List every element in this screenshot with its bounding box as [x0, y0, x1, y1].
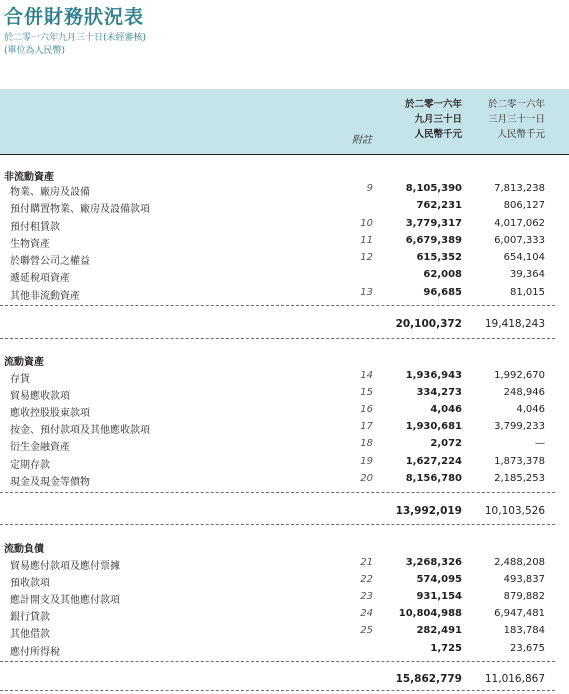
- section-title-current-liabilities: 流動負債: [4, 544, 44, 555]
- section-title-non-current-assets: 非流動資產: [4, 172, 54, 183]
- table-row: 預付購置物業、廠房及設備款項 762,231 806,127: [10, 200, 545, 215]
- unit-note: (單位為人民幣): [4, 46, 66, 56]
- table-row: 物業、廠房及設備 9 8,105,390 7,813,238: [10, 183, 545, 198]
- row-divider: [0, 524, 555, 525]
- table-row: 遞延稅項資產 62,008 39,364: [10, 269, 545, 284]
- row-divider: [0, 492, 555, 493]
- subtotal-row: 15,862,779 11,016,867: [395, 673, 545, 685]
- statement-date: 於二零一六年九月三十日(未經審核): [4, 33, 147, 43]
- row-divider: [0, 690, 555, 691]
- table-row: 生物資產 11 6,679,389 6,007,333: [10, 235, 545, 250]
- table-row: 應付所得稅 1,725 23,675: [10, 643, 545, 658]
- column-header-band: [0, 89, 569, 154]
- current-period-header: 於二零一六年 九月三十日 人民幣千元: [404, 99, 462, 140]
- subtotal-row: 20,100,372 19,418,243: [395, 318, 545, 330]
- table-row: 其他非流動資產 13 96,685 81,015: [10, 287, 545, 302]
- table-row: 衍生金融資產 18 2,072 —: [10, 438, 545, 453]
- table-row: 定期存款 19 1,627,224 1,873,378: [10, 456, 545, 471]
- table-row: 貿易應付款項及應付票據 21 3,268,326 2,488,208: [10, 557, 545, 572]
- subtotal-row: 13,992,019 10,103,526: [395, 505, 545, 517]
- table-row: 銀行貸款 24 10,804,988 6,947,481: [10, 608, 545, 623]
- row-divider: [0, 661, 555, 662]
- table-row: 其他借款 25 282,491 183,784: [10, 625, 545, 640]
- header-rule: [0, 154, 569, 155]
- table-row: 預付租賃款 10 3,779,317 4,017,062: [10, 218, 545, 233]
- table-row: 貿易應收款項 15 334,273 248,946: [10, 387, 545, 402]
- section-title-current-assets: 流動資產: [4, 357, 44, 368]
- table-row: 存貨 14 1,936,943 1,992,670: [10, 370, 545, 385]
- row-divider: [0, 338, 555, 339]
- table-row: 應收控股股東款項 16 4,046 4,046: [10, 404, 545, 419]
- table-row: 於聯營公司之權益 12 615,352 654,104: [10, 252, 545, 267]
- prior-period-header: 於二零一六年 三月三十一日 人民幣千元: [487, 99, 545, 140]
- row-divider: [0, 305, 555, 306]
- note-column-header: 附註: [352, 135, 372, 146]
- table-row: 現金及現金等價物 20 8,156,780 2,185,253: [10, 473, 545, 488]
- page-title: 合併財務狀況表: [4, 6, 145, 28]
- table-row: 按金、預付款項及其他應收款項 17 1,930,681 3,799,233: [10, 421, 545, 436]
- table-row: 預收款項 22 574,095 493,837: [10, 574, 545, 589]
- table-row: 應計開支及其他應付款項 23 931,154 879,882: [10, 591, 545, 606]
